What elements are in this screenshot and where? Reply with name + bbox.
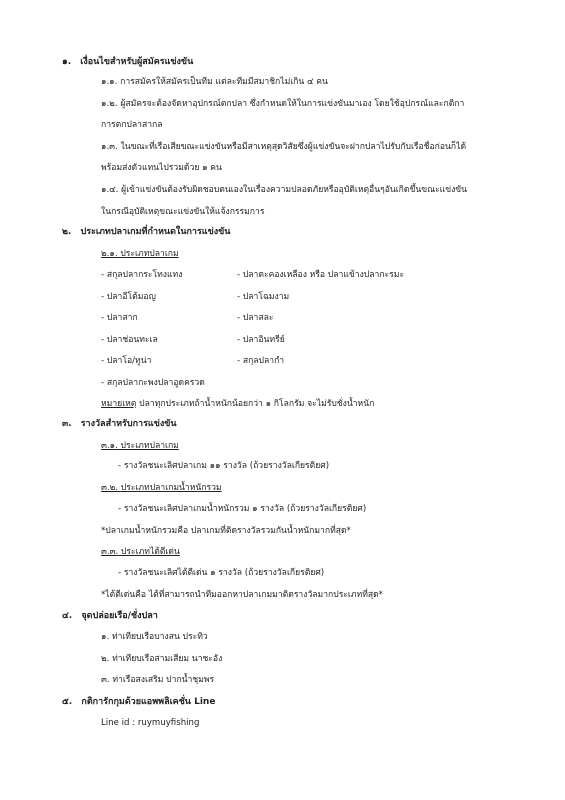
section-2-note	[101, 399, 374, 410]
subsection-number: ๓.๒.	[101, 483, 119, 493]
item-text: ผู้เข้าแข่งขันต้องรับผิดชอบตนเองในเรื่องความปลอดภัยหรืออุบัติเหตุอื่นๆอันเกิดขึ้นขณะแข่งขัน	[121, 185, 468, 195]
section-title: กติการักกุมด้วยแอพพลิเคชั่น Line	[81, 697, 216, 707]
subsection-3-2-title	[101, 483, 222, 494]
subsection-2-1-title	[101, 249, 179, 260]
fish-right-item: - สกุลปลากำ	[237, 356, 285, 366]
fish-left-item: - ปลาโอ/ทูน่า	[101, 356, 152, 366]
section-title: ประเภทปลาเกมที่กำหนดในการแข่งขัน	[80, 227, 231, 237]
section-number: ๕.	[62, 697, 73, 707]
pier-item: ๑. ท่าเทียบเรือบางสน ประทิว	[101, 632, 208, 642]
section-title: รางวัลสำหรับการแข่งขัน	[80, 419, 177, 429]
section-title: จุดปล่อยเรือ/ชั่งปลา	[81, 611, 158, 621]
item-number: ๑.๔.	[101, 185, 119, 195]
section-1-heading	[62, 57, 193, 68]
item-1-4	[101, 185, 467, 196]
fish-left-item: - ปลาช่อนทะเล	[101, 335, 158, 345]
item-number: ๑.๒.	[101, 99, 118, 109]
line-id: Line id : ruymuyfishing	[101, 718, 200, 728]
item-1-2	[101, 99, 464, 110]
item-number: ๑.๓.	[101, 142, 118, 152]
item-1-1	[101, 77, 328, 88]
item-1-2-continuation: การตกปลาสากล	[101, 120, 163, 130]
subsection-title: ประเภทไต้ตีเด่น	[120, 547, 180, 557]
fish-right-item: - ปลาตะคองเหลือง หรือ ปลาแข้างปลากะรมะ	[237, 270, 405, 280]
section-number: ๒.	[62, 227, 72, 237]
award-detail: - รางวัลชนะเลิศไต้ตีเด่น ๑ รางวัล (ถ้วยรางวัลเกียรติยศ)	[118, 568, 325, 578]
award-note: *ไต้ตีเด่นคือ ไต้ที่สามารถนำทีมออกหาปลาเกมมาติดรางวัลมากประเภทที่สุด*	[101, 590, 383, 600]
item-text: ในขณะที่เรือเสียขณะแข่งขันหรือมีสาเหตุสุดวิสัยซึ่งผู้แข่งขันจะฝากปลาไปรับกับเรือชื่อก่อนก็ได้	[120, 142, 467, 152]
subsection-number: ๓.๓.	[101, 547, 119, 557]
award-detail: - รางวัลชนะเลิศปลาเกม ๑๑ รางวัล (ถ้วยรางวัลเกียรติยศ)	[118, 461, 330, 471]
item-text: การสมัครให้สมัครเป็นทีม แต่ละทีมมีสมาชิกไม่เกิน ๔ คน	[120, 77, 328, 87]
section-3-heading	[62, 419, 177, 430]
section-number: ๔.	[62, 611, 73, 621]
fish-left-item: - สกุลปลากระโทงแทง	[101, 270, 183, 280]
subsection-title: ประเภทปลาเกมน้ำหนักรวม	[120, 483, 222, 493]
item-1-3	[101, 142, 466, 153]
subsection-title: ประเภทปลาเกม	[120, 441, 179, 451]
fish-right-item: - ปลาสละ	[237, 313, 274, 323]
subsection-number: ๓.๑.	[101, 441, 118, 451]
item-1-3-continuation: พร้อมส่งตัวแทนไปรวมด้วย ๑ คน	[101, 163, 222, 173]
item-1-4-continuation: ในกรณีอุบัติเหตุขณะแข่งขันให้แจ้งกรรมการ	[101, 207, 265, 217]
fish-left-item: - ปลาสาก	[101, 313, 138, 323]
pier-item: ๒. ท่าเทียบเรือสามเสียม นาชะอัง	[101, 654, 223, 664]
subsection-3-1-title	[101, 441, 179, 452]
award-note: *ปลาเกมน้ำหนักรวมคือ ปลาเกมที่ติดรางวัลรวมกันน้ำหนักมากที่สุด*	[101, 526, 351, 536]
fish-left-item: - ปลาอีโต้มอญ	[101, 292, 156, 302]
subsection-number: ๒.๑.	[101, 249, 118, 259]
subsection-3-3-title	[101, 547, 180, 558]
award-detail: - รางวัลชนะเลิศปลาเกมน้ำหนักรวม ๑ รางวัล (ถ้วยรางวัลเกียรติยศ)	[118, 504, 367, 514]
item-number: ๑.๑.	[101, 77, 118, 87]
pier-item: ๓. ท่าเรือสงเสริม ปากน้ำชุมพร	[101, 675, 215, 685]
fish-left-item: - สกุลปลากะพงปลาอูดครวด	[101, 378, 205, 388]
section-4-heading	[62, 611, 158, 622]
note-text: ปลาทุกประเภทถ้าน้ำหนักน้อยกว่า ๑ กิโลกรัม จะไม่รับชั่งน้ำหนัก	[139, 399, 375, 409]
fish-right-item: - ปลาโฉมงาม	[237, 292, 290, 302]
fish-right-item: - ปลาอินทรีย์	[237, 335, 285, 345]
note-label: หมายเหตุ	[101, 399, 137, 409]
section-5-heading	[62, 697, 215, 708]
section-2-heading	[62, 227, 230, 238]
section-number: ๑.	[62, 57, 72, 67]
item-text: ผู้สมัครจะต้องจัดหาอุปกรณ์ตกปลา ซึ่งกำหนดให้ในการแข่งขันมาเอง โดยใช้อุปกรณ์และกติกา	[120, 99, 465, 109]
subsection-title: ประเภทปลาเกม	[120, 249, 179, 259]
section-title: เงื่อนไขสำหรับผู้สมัครแข่งขัน	[80, 57, 194, 67]
section-number: ๓.	[62, 419, 72, 429]
